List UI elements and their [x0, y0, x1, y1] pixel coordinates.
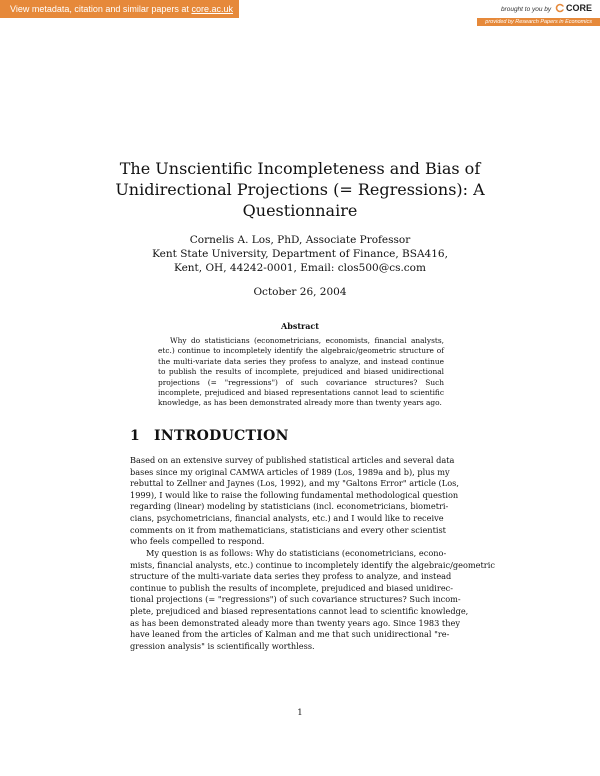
paragraph-1	[130, 455, 500, 548]
text-line: gression analysis" is scientifically worthless.	[130, 640, 315, 651]
provided-by[interactable]: provided by Research Papers in Economics	[477, 18, 600, 26]
text-line: structure of the multi-variate data series they profess to analyze, and instead	[130, 571, 452, 582]
core-logo-icon	[555, 3, 565, 15]
text-line: cians, psychometricians, financial analysts, etc.) and I would like to receive	[130, 512, 444, 523]
text-line: continue to publish the results of incomplete, prejudiced and biased unidirec-	[130, 582, 454, 593]
abstract-heading: Abstract	[281, 321, 319, 331]
core-banner	[0, 0, 600, 26]
page-number: 1	[297, 708, 303, 718]
paragraph-2	[130, 548, 500, 652]
text-line: mists, financial analysts, etc.) continue to incompletely identify the algebraic/geometric	[130, 559, 495, 570]
text-line: My question is as follows: Why do statisticians (econometricians, econo-	[146, 548, 447, 558]
metadata-banner[interactable]	[0, 0, 239, 18]
text-line: rebuttal to Zellner and Jaynes (Los, 1992), and my "Galtons Error" article (Los,	[130, 478, 459, 489]
core-link[interactable]: core.ac.uk	[191, 4, 233, 14]
text-line: have leaned from the articles of Kalman and me that such unidirectional "re-	[130, 629, 450, 640]
text-line: bases since my original CAMWA articles of 1989 (Los, 1989a and b), plus my	[130, 466, 450, 477]
author-line: Kent State University, Department of Finance, BSA416,	[152, 248, 448, 260]
abstract-text: Why do statisticians (econometricians, economists, financial analysts, etc.) continue to incompletely identify the algebraic/geometric structure of the multi-variate data series they profess to analyze, and instead continue to publish the results of incomplete, prejudiced and biased unidirectional projections (= "regressions") of such covariance structures? Such incomplete, prejudiced and biased representations cannot lead to scientific knowledge, as has been demonstrated already more than twenty years ago.	[158, 336, 444, 408]
text-line: comments on it from mathematicians, statisticians and every other scientist	[130, 524, 446, 535]
text-line: Based on an extensive survey of published statistical articles and several data	[130, 455, 455, 465]
title-line: The Unscientific Incompleteness and Bias of	[119, 159, 481, 178]
brought-by	[501, 3, 592, 15]
brought-by-text: brought to you by	[500, 6, 552, 13]
text-line: tional projections (= "regressions") of such covariance structures? Such incom-	[130, 594, 461, 605]
section-number: 1	[130, 428, 141, 444]
author-line: Cornelis A. Los, PhD, Associate Professor	[189, 234, 411, 246]
section-heading	[130, 428, 289, 444]
title-line: Unidirectional Projections (= Regressions): A	[115, 180, 485, 199]
text-line: as has been demonstrated aleady more than twenty years ago. Since 1983 they	[130, 617, 460, 628]
paper-date: October 26, 2004	[253, 286, 347, 298]
metadata-text: View metadata, citation and similar papers at	[10, 4, 189, 14]
text-line: who feels compelled to respond.	[130, 536, 265, 547]
text-line: regarding (linear) modeling by statisticians (incl. econometricians, biometri-	[130, 501, 449, 512]
text-line: plete, prejudiced and biased representations cannot lead to scientific knowledge,	[130, 605, 469, 616]
paper-title	[100, 158, 500, 221]
author-line: Kent, OH, 44242-0001, Email: clos500@cs.com	[174, 262, 426, 274]
text-line: 1999), I would like to raise the following fundamental methodological question	[130, 489, 459, 500]
title-line: Questionnaire	[242, 201, 358, 220]
core-label: CORE	[565, 3, 592, 13]
section-title: INTRODUCTION	[154, 428, 289, 444]
author-block	[100, 233, 500, 275]
